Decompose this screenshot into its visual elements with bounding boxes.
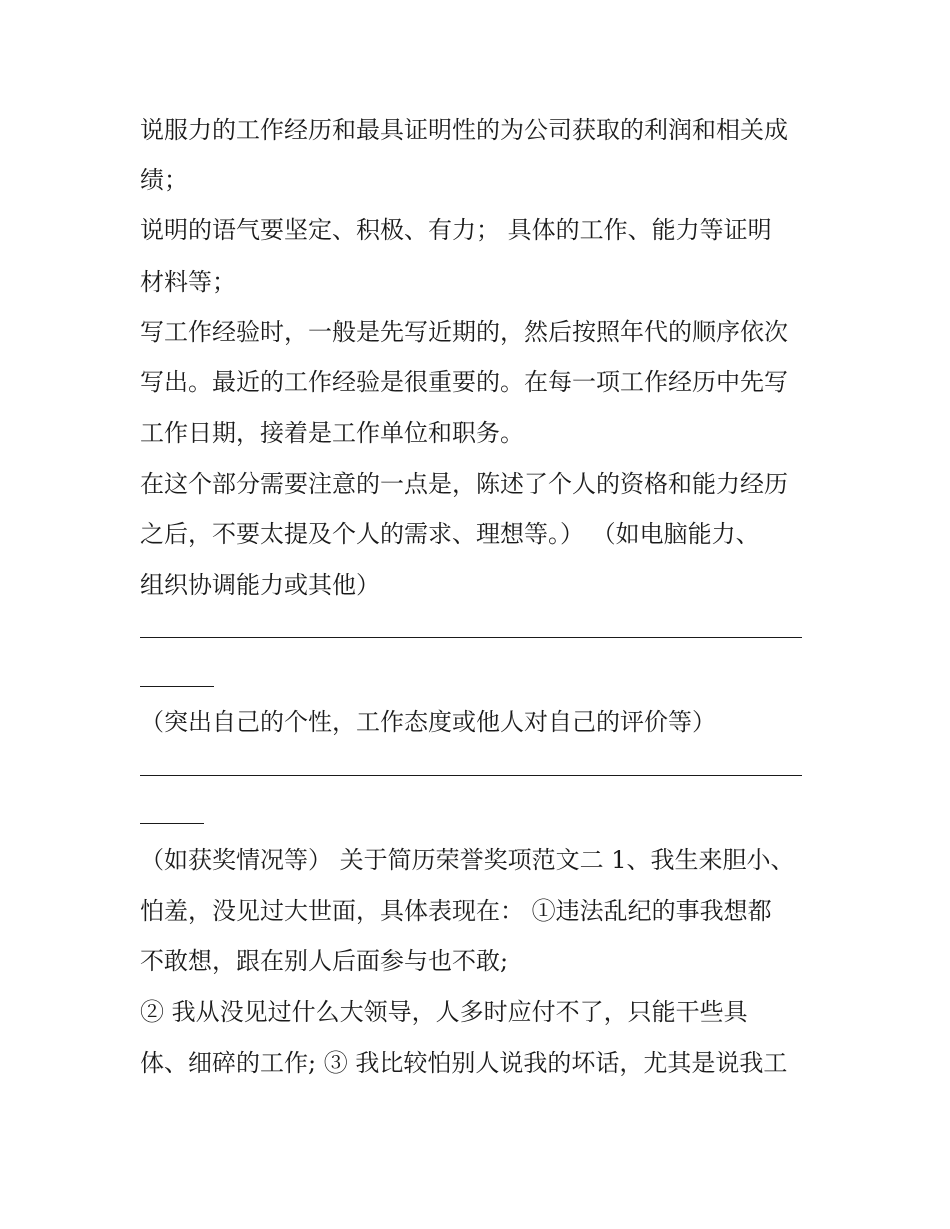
text-line: ② 我从没见过什么大领导，人多时应付不了，只能干些具	[140, 998, 748, 1026]
text-line: （突出自己的个性，工作态度或他人对自己的评价等）	[140, 708, 716, 736]
text-line: 在这个部分需要注意的一点是，陈述了个人的资格和能力经历	[140, 470, 788, 498]
text-line: 材料等；	[140, 268, 236, 296]
text-line: 怕羞，没见过大世面，具体表现在： ①违法乱纪的事我想都	[140, 897, 772, 925]
text-line: 写工作经验时，一般是先写近期的，然后按照年代的顺序依次	[140, 318, 788, 346]
blank-fill-line	[140, 686, 214, 687]
text-line: 之后，不要太提及个人的需求、理想等。） （如电脑能力、	[140, 520, 760, 548]
blank-fill-line	[140, 775, 802, 776]
blank-fill-line	[140, 637, 802, 638]
text-line: 体、细碎的工作; ③ 我比较怕别人说我的坏话，尤其是说我工	[140, 1049, 788, 1077]
text-line: 绩；	[140, 166, 188, 194]
text-line: 不敢想，跟在别人后面参与也不敢;	[140, 947, 509, 975]
text-line: 组织协调能力或其他）	[140, 571, 380, 599]
text-line: 工作日期，接着是工作单位和职务。	[140, 419, 524, 447]
text-line: 说服力的工作经历和最具证明性的为公司获取的利润和相关成	[140, 116, 788, 144]
text-line: 写出。最近的工作经验是很重要的。在每一项工作经历中先写	[140, 368, 788, 396]
text-line: （如获奖情况等） 关于简历荣誉奖项范文二 1、我生来胆小、	[140, 846, 795, 874]
blank-fill-line	[140, 823, 204, 824]
text-line: 说明的语气要坚定、积极、有力； 具体的工作、能力等证明	[140, 216, 772, 244]
